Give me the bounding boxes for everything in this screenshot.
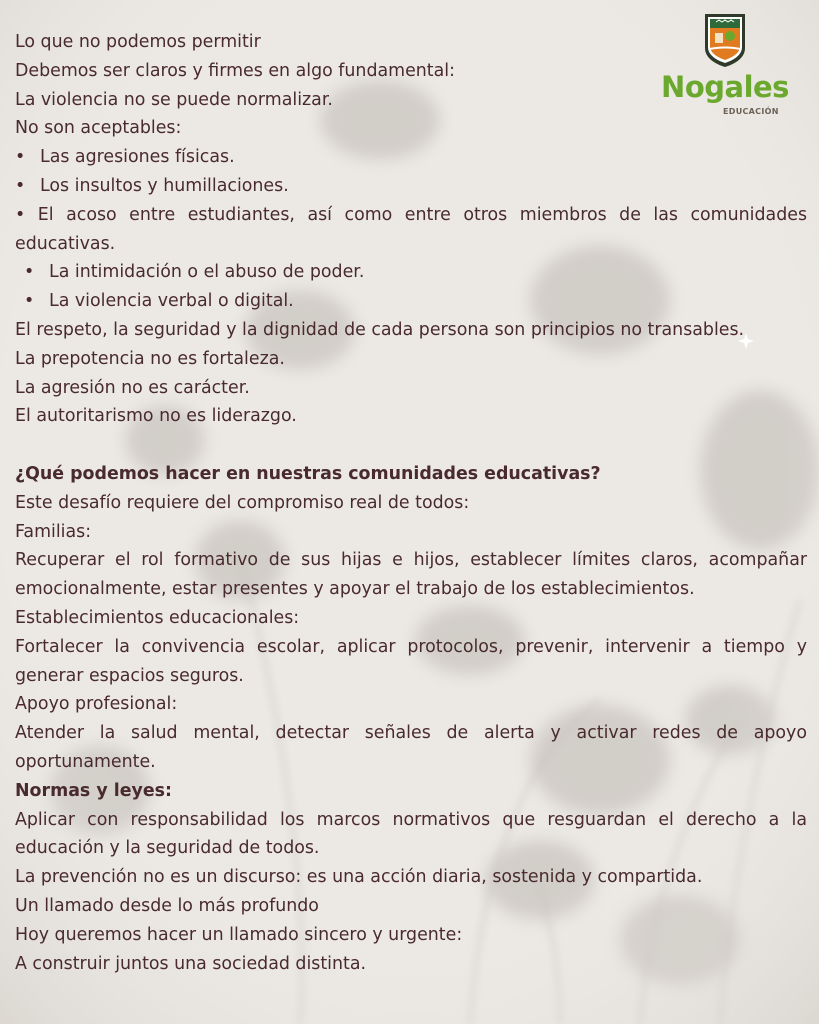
bullet-icon: • [24,291,35,312]
principle-line: La prepotencia no es fortaleza. [15,348,285,369]
families-text: Recuperar el rol formativo de sus hijas e hijos, establecer límites claros, acompañar emocionalmente, estar presentes y apoyar el trabajo de los establecimientos. [15,550,807,600]
crest-icon [703,12,747,68]
intro-line: Debemos ser claros y firmes en algo fundamental: [15,60,455,81]
list-heading: No son aceptables: [15,118,182,139]
schools-label: Establecimientos educacionales: [15,607,300,628]
statement-line: La violencia no se puede normalizar. [15,89,333,110]
spacer [15,431,807,460]
support-text: Atender la salud mental, detectar señales de alerta y activar redes de apoyo oportunamente. [15,723,807,772]
intro-line: Este desafío requiere del compromiso real de todos: [15,492,470,513]
logo-wordmark: Nogales [661,70,789,104]
bullet-icon: • [24,262,35,283]
prevention-line: La prevención no es un discurso: es una acción diaria, sostenida y compartida. [15,867,703,888]
bullet-item: • La intimidación o el abuso de poder. [15,258,807,287]
bullet-item: • La violencia verbal o digital. [15,287,807,316]
closing-line: A construir juntos una sociedad distinta. [15,953,367,974]
laws-label: Normas y leyes: [15,780,172,801]
bullet-icon: • [15,147,26,168]
bullet-item: • Los insultos y humillaciones. [15,172,807,201]
support-label: Apoyo profesional: [15,694,178,715]
section-title: Lo que no podemos permitir [15,32,261,52]
laws-text: Aplicar con responsabilidad los marcos normativos que resguardan el derecho a la educación y la seguridad de todos. [15,809,807,859]
bullet-item: • El acoso entre estudiantes, así como entre otros miembros de las comunidades educativas. [15,204,807,254]
section-heading: ¿Qué podemos hacer en nuestras comunidades educativas? [15,463,601,484]
families-label: Familias: [15,521,92,542]
call-title: Un llamado desde lo más profundo [15,895,319,916]
document-body [15,28,807,978]
principle-line: El autoritarismo no es liderazgo. [15,406,297,427]
principle-line: La agresión no es carácter. [15,377,250,398]
logo-subtitle: EDUCACIÓN [723,107,779,116]
schools-text: Fortalecer la convivencia escolar, aplicar protocolos, prevenir, intervenir a tiempo y generar espacios seguros. [15,636,807,686]
bullet-item: • Las agresiones físicas. [15,143,807,172]
bullet-icon: • [15,175,26,196]
principle-line: El respeto, la seguridad y la dignidad de cada persona son principios no transables. [15,319,745,340]
nogales-logo [659,10,791,118]
call-text: Hoy queremos hacer un llamado sincero y urgente: [15,924,463,945]
